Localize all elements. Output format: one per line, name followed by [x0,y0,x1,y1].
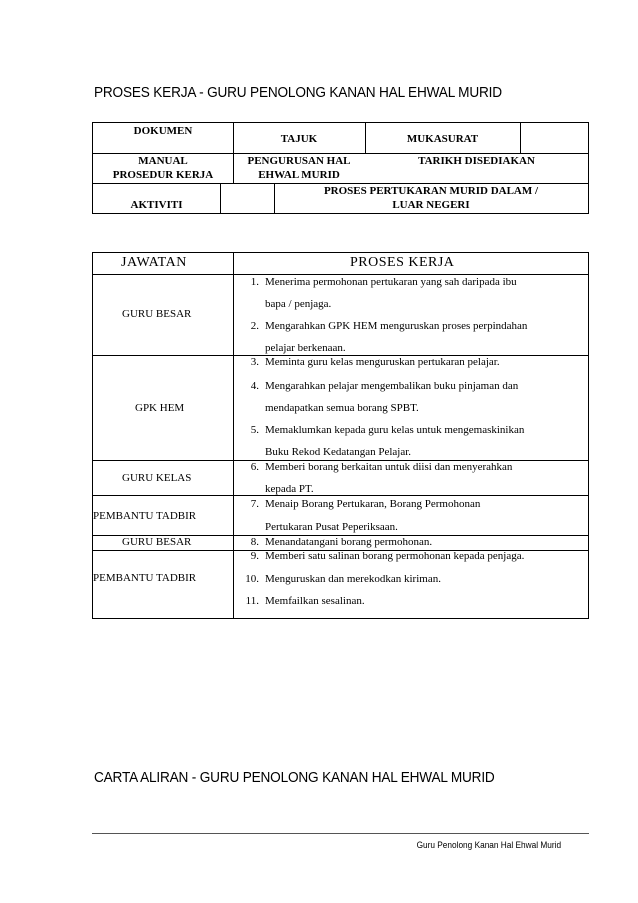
pengurusan-label-1: PENGURUSAN HAL [247,155,351,167]
step-text: Menguruskan dan merekodkan kiriman. [265,573,441,585]
footer-text: Guru Penolong Kanan Hal Ehwal Murid [416,840,561,850]
step-number: 11. [245,595,259,607]
step-text: Memberi satu salinan borang permohonan kepada penjaga. [265,550,525,562]
tarikh-label: TARIKH DISEDIAKAN [418,155,535,167]
header-jawatan: JAWATAN [121,255,187,270]
step-text: Meminta guru kelas menguruskan pertukaran pelajar. [265,356,500,368]
jawatan-cell: PEMBANTU TADBIR [93,572,197,584]
proses-label-1: PROSES PERTUKARAN MURID DALAM / [323,185,539,197]
step-text: Mengarahkan pelajar mengembalikan buku pinjaman dan [265,380,519,392]
step-text: Memfailkan sesalinan. [265,595,365,607]
aktiviti-label: AKTIVITI [130,199,183,211]
dokumen-label: DOKUMEN [133,125,193,137]
step-text: Pertukaran Pusat Peperiksaan. [265,521,398,533]
step-text: pelajar berkenaan. [265,342,346,354]
step-number: 1. [250,276,259,288]
step-number: 2. [250,320,259,332]
step-text: Menandatangani borang permohonan. [265,536,433,548]
step-text: Menaip Borang Pertukaran, Borang Permohonan [265,498,481,510]
step-number: 9. [250,550,259,562]
jawatan-cell: GURU BESAR [122,308,192,320]
step-number: 3. [250,356,259,368]
proses-label-2: LUAR NEGERI [392,199,470,211]
step-number: 10. [245,573,259,585]
step-number: 4. [250,380,259,392]
header-proses-kerja: PROSES KERJA [350,255,455,270]
step-text: kepada PT. [265,483,314,495]
jawatan-cell: GPK HEM [135,402,185,414]
jawatan-cell: PEMBANTU TADBIR [93,510,197,522]
manual-label-2: PROSEDUR KERJA [112,169,214,181]
step-text: mendapatkan semua borang SPBT. [265,402,419,414]
step-text: Menerima permohonan pertukaran yang sah daripada ibu [265,276,517,288]
step-number: 5. [250,424,259,436]
footer-divider [92,833,589,834]
step-number: 8. [250,536,259,548]
document-info-table [92,122,589,214]
section-title-carta-aliran: CARTA ALIRAN - GURU PENOLONG KANAN HAL EHWAL MURID [94,770,495,786]
step-number: 7. [250,498,259,510]
manual-label-1: MANUAL [138,155,188,167]
step-text: Memaklumkan kepada guru kelas untuk mengemaskinikan [265,424,525,436]
process-table [92,252,589,619]
step-text: Mengarahkan GPK HEM menguruskan proses perpindahan [265,320,528,332]
pengurusan-label-2: EHWAL MURID [258,169,340,181]
step-number: 6. [250,461,259,473]
tajuk-label: TAJUK [280,133,318,145]
step-text: Buku Rekod Kedatangan Pelajar. [265,446,412,458]
page-title: PROSES KERJA - GURU PENOLONG KANAN HAL EHWAL MURID [94,85,502,101]
mukasurat-label: MUKASURAT [406,133,479,145]
jawatan-cell: GURU BESAR [122,536,192,548]
step-text: bapa / penjaga. [265,298,332,310]
jawatan-cell: GURU KELAS [122,472,192,484]
step-text: Memberi borang berkaitan untuk diisi dan menyerahkan [265,461,513,473]
